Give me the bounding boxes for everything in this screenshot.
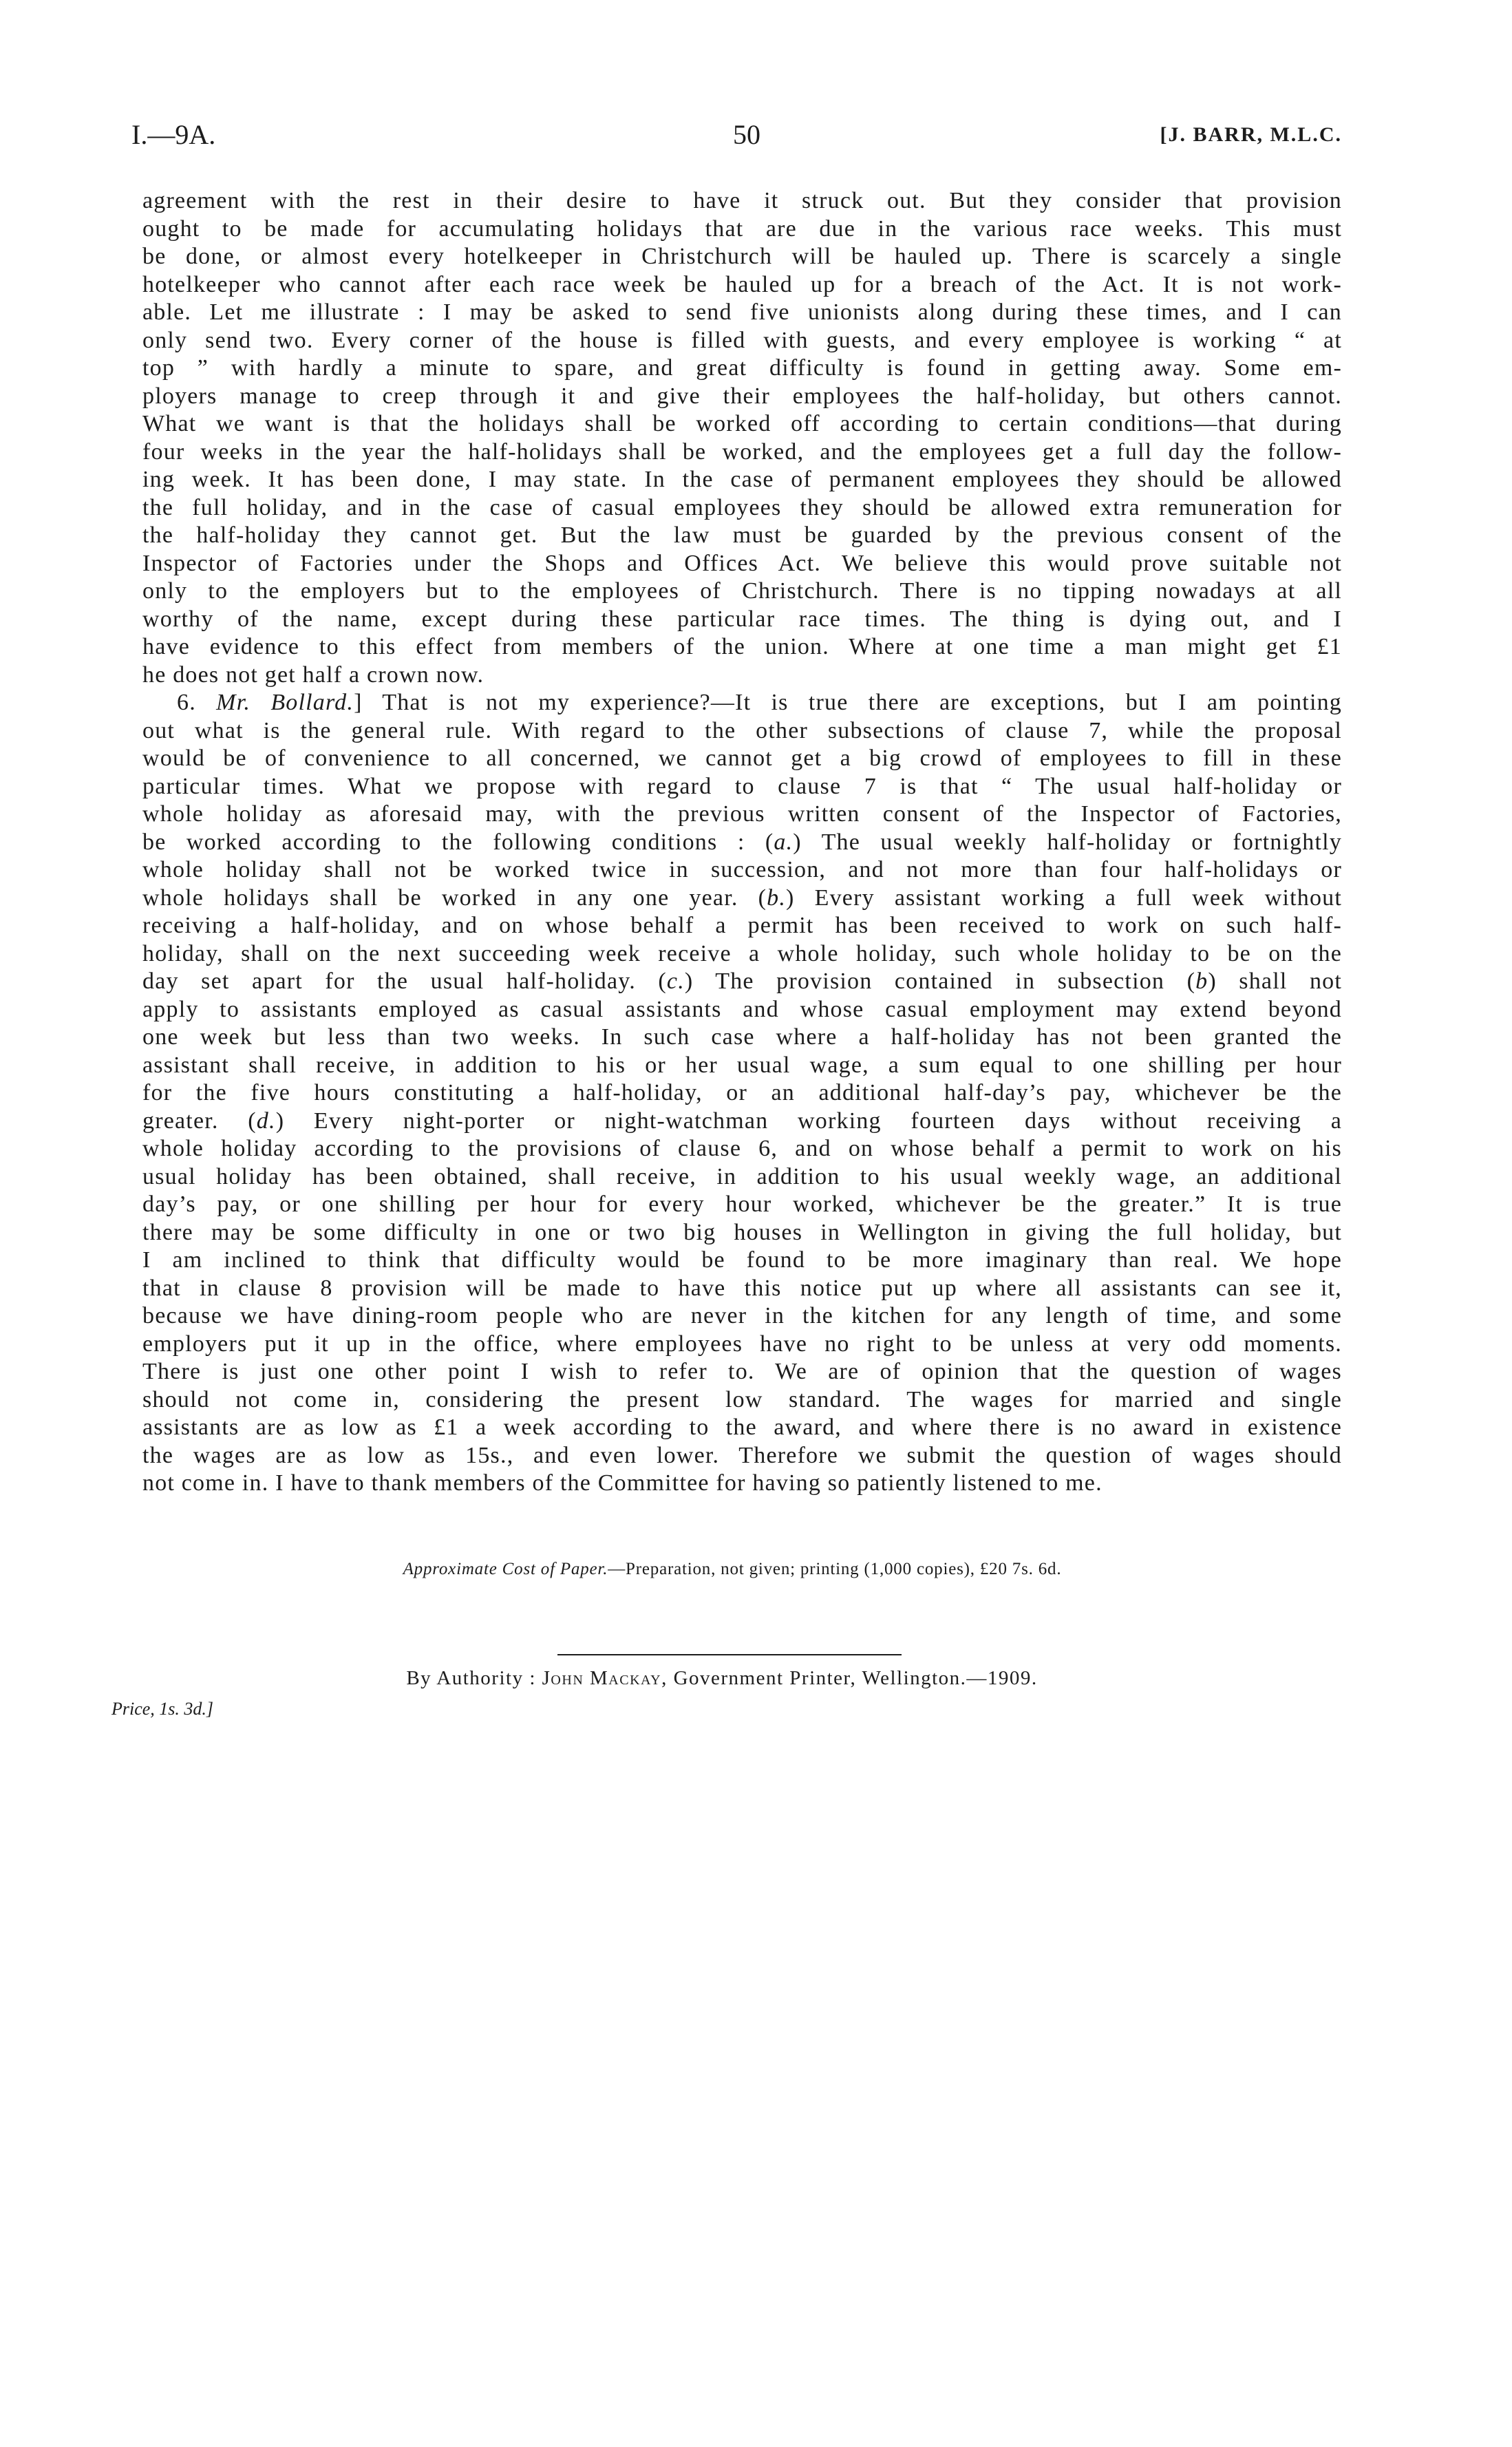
text-run: assistant shall receive, in addition to his or her usual wage, a sum equal to one shilling per hour (142, 1052, 1342, 1078)
text-run: the half-holiday they cannot get. But the law must be guarded by the previous consent of the (142, 522, 1342, 548)
text-line (142, 1135, 1342, 1163)
text-run: out what is the general rule. With regard to the other subsections of clause 7, while the proposal (142, 717, 1342, 743)
text-run: employers put it up in the office, where employees have no right to be unless at very odd moments. (142, 1331, 1342, 1357)
italic-text: Approximate Cost of Paper. (403, 1560, 608, 1578)
text-run: the full holiday, and in the case of casual employees they should be allowed extra remuneration for (142, 494, 1342, 520)
text-line (142, 968, 1342, 996)
text-line (142, 1442, 1342, 1470)
paragraph (142, 187, 1342, 689)
text-run: assistants are as low as £1 a week according to the award, and where there is no award in existence (142, 1415, 1342, 1440)
text-run: ought to be made for accumulating holidays that are due in the various race weeks. This must (142, 215, 1342, 242)
text-run: not come in. I have to thank members of the Committee for having so patiently listened to me. (142, 1470, 1103, 1496)
text-line (142, 689, 1342, 717)
text-line (142, 494, 1342, 522)
text-line (142, 912, 1342, 940)
divider-rule (557, 1654, 902, 1655)
text-run: whole holiday shall not be worked twice in succession, and not more than four half-holidays or (142, 857, 1342, 882)
text-run: ployers manage to creep through it and give their employees the half-holiday, but others cannot. (142, 383, 1342, 409)
text-line (142, 1358, 1342, 1386)
text-line (142, 1052, 1342, 1080)
text-run: ing week. It has been done, I may state. In the case of permanent employees they should be allowed (142, 467, 1342, 492)
italic-text: a. (774, 829, 794, 855)
text-line (142, 466, 1342, 494)
text-line (142, 1024, 1342, 1052)
text-run: ) shall not (1208, 968, 1343, 994)
text-line (142, 1079, 1342, 1108)
text-line (142, 1108, 1342, 1136)
text-run: top ” with hardly a minute to spare, and great difficulty is found in getting away. Some em- (142, 355, 1342, 381)
text-line (142, 1163, 1342, 1191)
text-line (142, 745, 1342, 773)
text-run: would be of convenience to all concerned, we cannot get a big crowd of employees to fill in these (142, 745, 1342, 771)
text-line (142, 299, 1342, 327)
text-run: —Preparation, not given; printing (1,000 copies), £20 7s. 6d. (608, 1560, 1062, 1578)
text-run: he does not get half a crown now. (142, 661, 485, 688)
text-line (142, 410, 1342, 438)
text-run: ) Every assistant working a full week without (786, 884, 1342, 911)
text-run: usual holiday has been obtained, shall receive, in addition to his usual weekly wage, an additional (142, 1163, 1342, 1189)
text-run: should not come in, considering the present low standard. The wages for married and single (142, 1386, 1342, 1412)
text-run: for the five hours constituting a half-holiday, or an additional half-day’s pay, whichever be the (142, 1080, 1342, 1105)
text-line (142, 1247, 1342, 1275)
text-line (142, 633, 1342, 661)
text-line (142, 438, 1342, 467)
text-run: I am inclined to think that difficulty would be found to be more imaginary than real. We hope (142, 1247, 1342, 1273)
text-line (142, 801, 1342, 829)
text-line (142, 1275, 1342, 1303)
document-number: I.—9A. (131, 119, 216, 150)
text-line (142, 1302, 1342, 1331)
text-run: ) The provision contained in subsection ( (684, 968, 1196, 994)
text-run: agreement with the rest in their desire to have it struck out. But they consider that provision (142, 188, 1342, 213)
text-run: only to the employers but to the employees of Christchurch. There is no tipping nowadays at all (142, 578, 1342, 604)
text-run: be done, or almost every hotelkeeper in Christchurch will be hauled up. There is scarcely a single (142, 244, 1342, 269)
body-text (142, 187, 1342, 1498)
text-run: that in clause 8 provision will be made to have this notice put up where all assistants can see it, (142, 1275, 1342, 1301)
text-line (142, 327, 1342, 355)
text-line (142, 215, 1342, 244)
text-line (142, 1331, 1342, 1359)
text-run: 6. (177, 690, 217, 715)
text-line (142, 522, 1342, 550)
text-run: the wages are as low as 15s., and even lower. Therefore we submit the question of wages should (142, 1442, 1342, 1468)
text-run: apply to assistants employed as casual assistants and whose casual employment may extend beyond (142, 996, 1342, 1022)
italic-text: b (1195, 968, 1208, 994)
text-run: ) Every night-porter or night-watchman working fourteen days without receiving a (275, 1108, 1343, 1134)
text-line (142, 578, 1342, 606)
text-run: four weeks in the year the half-holidays shall be worked, and the employees get a full day the follow- (142, 438, 1342, 465)
text-line (142, 606, 1342, 634)
text-line (142, 243, 1342, 271)
text-run: be worked according to the following conditions : ( (142, 829, 774, 855)
text-line (142, 1219, 1342, 1247)
imprint-suffix: , Government Printer, Wellington.—1909. (661, 1667, 1038, 1689)
text-line (142, 1386, 1342, 1415)
text-line (142, 354, 1342, 383)
text-run: only send two. Every corner of the house is filled with guests, and every employee is working “ at (142, 327, 1342, 353)
italic-text: c. (666, 968, 685, 994)
text-line (142, 856, 1342, 884)
text-run: Inspector of Factories under the Shops and Offices Act. We believe this would prove suitable not (142, 550, 1342, 576)
text-line (142, 187, 1342, 215)
text-run: hotelkeeper who cannot after each race week be hauled up for a breach of the Act. It is not work- (142, 271, 1342, 297)
text-run: greater. ( (142, 1108, 257, 1134)
text-line (142, 550, 1342, 578)
printer-imprint (341, 1666, 1103, 1691)
text-run: ) The usual weekly half-holiday or fortnightly (793, 829, 1342, 855)
cost-note (338, 1558, 1127, 1580)
italic-text: d. (256, 1108, 276, 1134)
text-line (142, 661, 1342, 690)
text-line (142, 1191, 1342, 1219)
printer-name: John Mackay (542, 1667, 662, 1689)
text-run: day’s pay, or one shilling per hour for every hour worked, whichever be the greater.” It is true (142, 1191, 1342, 1217)
text-run: whole holiday as aforesaid may, with the previous written consent of the Inspector of Factories, (142, 801, 1342, 827)
italic-text: b. (767, 884, 787, 911)
text-run: one week but less than two weeks. In such case where a half-holiday has not been granted the (142, 1024, 1342, 1050)
text-run: receiving a half-holiday, and on whose behalf a permit has been received to work on such half- (142, 913, 1342, 938)
text-line (142, 717, 1342, 745)
text-run: worthy of the name, except during these particular race times. The thing is dying out, and I (142, 606, 1342, 632)
text-line (142, 884, 1342, 913)
text-run: whole holidays shall be worked in any one year. ( (142, 884, 767, 911)
text-run: There is just one other point I wish to refer to. We are of opinion that the question of wages (142, 1359, 1342, 1384)
price-note: Price, 1s. 3d.] (111, 1699, 214, 1719)
text-run: holiday, shall on the next succeeding week receive a whole holiday, such whole holiday to be on the (142, 940, 1342, 966)
witness-name: [J. BARR, M.L.C. (1160, 123, 1342, 146)
text-run: day set apart for the usual half-holiday. ( (142, 968, 667, 994)
text-run: What we want is that the holidays shall be worked off according to certain conditions—that during (142, 411, 1342, 436)
text-run: ] That is not my experience?—It is true there are exceptions, but I am pointing (354, 690, 1342, 715)
text-run: have evidence to this effect from members of the union. Where at one time a man might get £1 (142, 634, 1342, 659)
text-line (142, 996, 1342, 1024)
text-line (142, 1414, 1342, 1442)
text-run: particular times. What we propose with regard to clause 7 is that “ The usual half-holiday or (142, 773, 1342, 799)
text-run: whole holiday according to the provisions of clause 6, and on whose behalf a permit to work on his (142, 1136, 1342, 1161)
imprint-prefix: By Authority : (406, 1667, 542, 1689)
page-number: 50 (733, 119, 760, 150)
text-line (142, 271, 1342, 299)
text-run: able. Let me illustrate : I may be asked to send five unionists along during these times, and I can (142, 299, 1342, 325)
italic-text: Mr. Bollard. (216, 690, 354, 715)
text-line (142, 773, 1342, 801)
text-run: there may be some difficulty in one or two big houses in Wellington in giving the full holiday, but (142, 1219, 1342, 1245)
text-run: because we have dining-room people who are never in the kitchen for any length of time, and some (142, 1303, 1342, 1328)
paragraph (142, 689, 1342, 1498)
text-line (142, 829, 1342, 857)
text-line (142, 383, 1342, 411)
text-line (142, 1470, 1342, 1498)
text-line (142, 940, 1342, 968)
